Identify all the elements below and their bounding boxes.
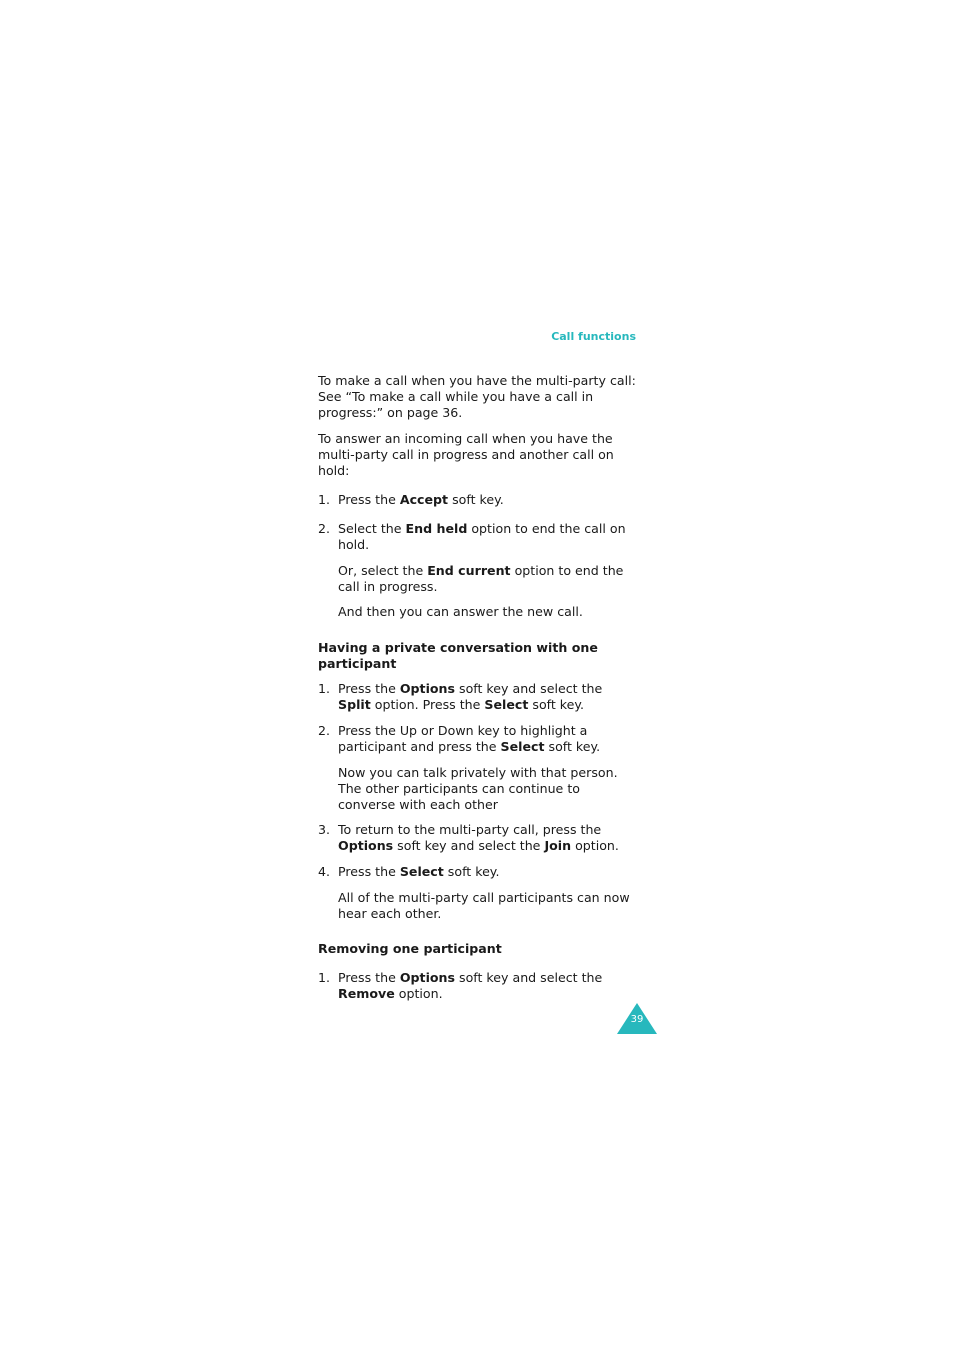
step-text: option. (571, 838, 619, 853)
page-number: 39 (630, 1014, 644, 1025)
step-text: soft key and select the (455, 681, 603, 696)
answer-step-1 (338, 492, 638, 508)
step-text: Select the (338, 521, 406, 536)
removing-step-1 (338, 970, 638, 1002)
intro-paragraph-1: To make a call when you have the multi-party call: See “To make a call while you have a call in progress:” on page 36. (318, 373, 636, 420)
key-label: Options (338, 838, 394, 853)
key-label: Select (484, 697, 529, 712)
key-label: Accept (399, 492, 449, 507)
section-header: Call functions (551, 330, 636, 343)
answer-step-2-note-1 (338, 563, 638, 595)
private-step-4 (338, 864, 638, 880)
note-text: option to end the call in progress. (338, 563, 624, 594)
option-label: Remove (338, 986, 395, 1001)
step-text: To return to the multi-party call, press the (338, 822, 602, 837)
key-label: Select (399, 864, 444, 879)
answer-step-2-note-2: And then you can answer the new call. (338, 604, 583, 619)
step-text: Press the Up or Down key to highlight a participant and press the (338, 723, 588, 754)
step-text: soft key. (528, 697, 585, 712)
private-heading: Having a private conversation with one participant (318, 640, 598, 671)
step-text: Press the (338, 681, 400, 696)
step-number: 2. (318, 723, 331, 738)
step-text: Press the (338, 492, 400, 507)
step-text: option. Press the (370, 697, 485, 712)
step-number: 1. (318, 970, 331, 985)
option-label: Join (544, 838, 572, 853)
private-step-4-note: All of the multi-party call participants can now hear each other. (338, 890, 630, 921)
private-step-3 (338, 822, 638, 854)
option-label: End current (427, 563, 511, 578)
step-text: soft key. (448, 492, 504, 507)
step-text: soft key and select the (455, 970, 603, 985)
step-number: 4. (318, 864, 331, 879)
note-text: Or, select the (338, 563, 428, 578)
step-text: soft key. (544, 739, 601, 754)
option-label: Split (338, 697, 371, 712)
intro-paragraph-2: To answer an incoming call when you have the multi-party call in progress and another call on hold: (318, 431, 614, 478)
key-label: Options (399, 970, 455, 985)
step-text: soft key. (443, 864, 500, 879)
option-label: End held (405, 521, 468, 536)
step-text: option to end the call on hold. (338, 521, 626, 552)
private-step-2-note: Now you can talk privately with that person. The other participants can continue to converse with each other (338, 765, 618, 812)
step-number: 2. (318, 521, 331, 536)
step-text: Press the (338, 970, 400, 985)
step-number: 3. (318, 822, 331, 837)
step-text: Press the (338, 864, 400, 879)
step-text: soft key and select the (393, 838, 545, 853)
step-number: 1. (318, 681, 331, 696)
key-label: Options (399, 681, 455, 696)
private-step-2 (338, 723, 638, 755)
step-text: option. (394, 986, 443, 1001)
private-step-1 (338, 681, 638, 713)
removing-heading: Removing one participant (318, 941, 502, 956)
key-label: Select (500, 739, 545, 754)
step-number: 1. (318, 492, 331, 507)
answer-step-2 (338, 521, 638, 553)
